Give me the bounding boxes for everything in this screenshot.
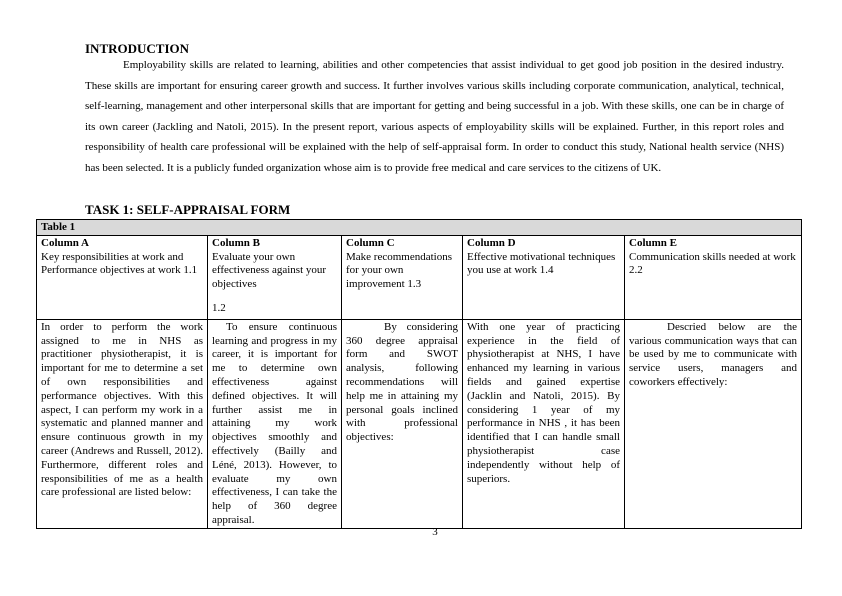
column-e-description: Communication skills needed at work 2.2	[629, 250, 796, 277]
column-b-cell: To ensure continuous learning and progress in my career, it is important for me to determine own effectiveness against defined objectives. It will further assist me in attaining my work objectives smoothly and effectively (Bailly and Léné, 2013). However, to evaluate my own effectiveness, I can take the help of 360 degree appraisal.	[208, 319, 342, 528]
column-c-name: Column C	[346, 236, 395, 249]
page-number: 3	[432, 526, 438, 538]
column-c-description: Make recommendations for your own improvement 1.3	[346, 250, 452, 291]
self-appraisal-table	[36, 219, 802, 529]
column-c-header	[342, 235, 463, 319]
column-a-name: Column A	[41, 236, 89, 249]
column-d-description: Effective motivational techniques you use at work 1.4	[467, 250, 616, 277]
column-d-header	[463, 235, 625, 319]
column-a-cell: In order to perform the work assigned to me in NHS as practitioner physiotherapist, it is important for me to determine a set of own responsibilities and performance objectives. With this aspect, I can perform my work in a systematic and planned manner and ensure continuous growth in my career (Andrews and Russell, 2012). Furthermore, different roles and responsibilities of me as a health care professional are listed below:	[37, 319, 208, 528]
column-e-cell: Descried below are the various communication ways that can be used by me to communicate with service users, managers and coworkers effectively:	[625, 319, 802, 528]
column-e-header	[625, 235, 802, 319]
introduction-heading: INTRODUCTION	[85, 41, 190, 56]
column-b-name: Column B	[212, 236, 260, 249]
column-a-description: Key responsibilities at work and Performance objectives at work 1.1	[41, 250, 198, 277]
column-b-extra: 1.2	[212, 301, 226, 314]
column-b-header	[208, 235, 342, 319]
column-d-cell: With one year of practicing experience in the field of physiotherapist at NHS, I have enhanced my learning in various fields and gained expertise (Jacklin and Natoli, 2015). By considering 1 year of my performance in NHS , it has been identified that I can handle small physiotherapist case independently without help of superiors.	[463, 319, 625, 528]
table-row	[37, 319, 802, 528]
column-header-row	[37, 235, 802, 319]
column-c-cell: By considering 360 degree appraisal form and SWOT analysis, following recommendations will help me in attaining my personal goals inclined with professional objectives:	[342, 319, 463, 528]
column-e-name: Column E	[629, 236, 677, 249]
column-d-name: Column D	[467, 236, 516, 249]
table-title-row	[37, 220, 802, 236]
column-b-description: Evaluate your own effectiveness against your objectives	[212, 250, 327, 291]
column-a-header	[37, 235, 208, 319]
introduction-paragraph: Employability skills are related to learning, abilities and other competencies that assist individual to get good job position in the desired industry. These skills are important for ensuring career growth and success. It further involves various skills including corporate communication, analytical, technical, self-learning, management and other interpersonal skills that are important for getting and being successful in a job. With these skills, one can be in charge of its own career (Jackling and Natoli, 2015). In the present report, various aspects of employability skills will be explained. Further, in this report roles and responsibility of health care professional will be explained with the help of self-appraisal form. In order to conduct this study, National health service (NHS) has been selected. It is a publicly funded organization whose aim is to provide free medical and care services to the citizens of UK.	[85, 59, 784, 174]
task1-heading: TASK 1: SELF-APPRAISAL FORM	[85, 202, 291, 217]
table-title: Table 1	[37, 220, 802, 236]
